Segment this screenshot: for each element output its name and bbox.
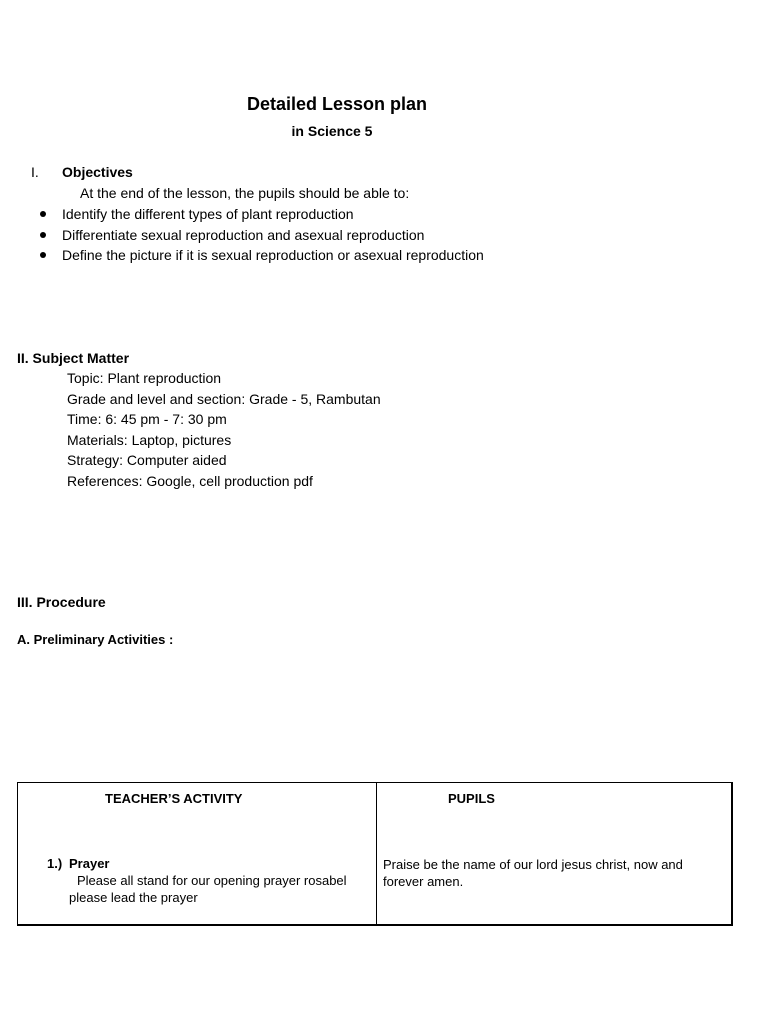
column-divider (376, 783, 377, 924)
teacher-activity-text-line1: Please all stand for our opening prayer rosabel (77, 873, 347, 888)
objectives-number: I. (31, 164, 39, 180)
subject-matter-strategy: Strategy: Computer aided (67, 452, 227, 468)
document-subtitle: in Science 5 (291, 123, 373, 139)
objectives-heading: Objectives (62, 164, 133, 180)
subject-matter-grade: Grade and level and section: Grade - 5, Rambutan (67, 390, 381, 407)
subject-matter-time: Time: 6: 45 pm - 7: 30 pm (67, 411, 227, 427)
row-number: 1.) (47, 856, 63, 871)
objective-text: Differentiate sexual reproduction and asexual reproduction (62, 226, 425, 243)
objective-item (40, 247, 484, 268)
bullet-icon (40, 252, 46, 258)
procedure-heading: III. Procedure (17, 594, 106, 610)
teacher-activity-header: TEACHER’S ACTIVITY (105, 791, 243, 806)
objective-item (40, 227, 484, 248)
bullet-icon (40, 211, 46, 217)
objective-text: Identify the different types of plant reproduction (62, 206, 354, 222)
teacher-activity-text-line2: please lead the prayer (69, 890, 198, 905)
document-title: Detailed Lesson plan (246, 94, 428, 114)
bullet-icon (40, 232, 46, 238)
pupils-response: Praise be the name of our lord jesus christ, now and forever amen. (383, 857, 683, 889)
preliminary-activities-heading: A. Preliminary Activities : (17, 632, 174, 647)
activity-table (17, 782, 733, 926)
subject-matter-topic: Topic: Plant reproduction (67, 370, 222, 386)
subject-matter-heading: II. Subject Matter (17, 350, 130, 366)
row-title: Prayer (69, 856, 110, 871)
subject-matter-list (67, 370, 381, 493)
pupils-header: PUPILS (448, 791, 495, 806)
objective-item (40, 206, 484, 227)
objectives-list (40, 206, 484, 268)
subject-matter-materials: Materials: Laptop, pictures (67, 431, 232, 448)
objective-text: Define the picture if it is sexual reproduction or asexual reproduction (62, 247, 484, 263)
objectives-intro: At the end of the lesson, the pupils should be able to: (80, 185, 410, 201)
subject-matter-references: References: Google, cell production pdf (67, 472, 313, 489)
